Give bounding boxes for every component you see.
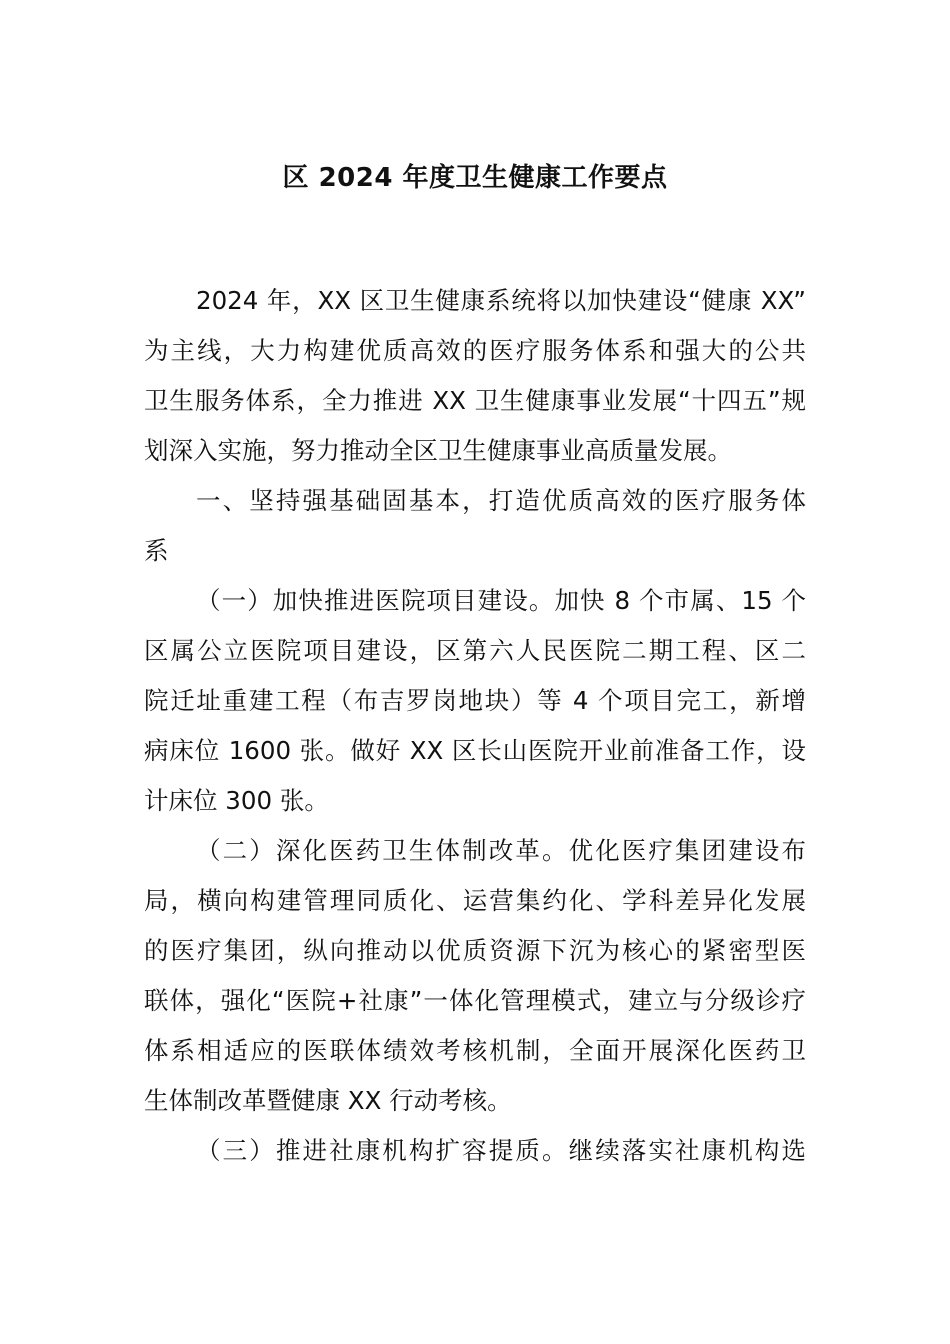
paragraph-line: 卫生服务体系，全力推进 XX 卫生健康事业发展“十四五”规 xyxy=(144,386,806,415)
paragraph-line: 局，横向构建管理同质化、运营集约化、学科差异化发展 xyxy=(144,886,806,915)
paragraph-line: 生体制改革暨健康 XX 行动考核。 xyxy=(144,1086,512,1115)
section-heading-line: 系 xyxy=(144,536,169,565)
paragraph-line: （二）深化医药卫生体制改革。优化医疗集团建设布 xyxy=(196,836,806,865)
paragraph-line: （一）加快推进医院项目建设。加快 8 个市属、15 个 xyxy=(196,586,806,615)
paragraph-line: 病床位 1600 张。做好 XX 区长山医院开业前准备工作，设 xyxy=(144,736,806,765)
paragraph-line: 计床位 300 张。 xyxy=(144,786,329,815)
paragraph-line: 划深入实施，努力推动全区卫生健康事业高质量发展。 xyxy=(144,436,732,465)
paragraph-line: （三）推进社康机构扩容提质。继续落实社康机构选 xyxy=(196,1136,806,1165)
paragraph-line: 2024 年，XX 区卫生健康系统将以加快建设“健康 XX” xyxy=(196,286,806,315)
paragraph-line: 院迁址重建工程（布吉罗岗地块）等 4 个项目完工，新增 xyxy=(144,686,806,715)
document-title: 区 2024 年度卫生健康工作要点 xyxy=(282,163,668,193)
paragraph-line: 为主线，大力构建优质高效的医疗服务体系和强大的公共 xyxy=(144,336,806,365)
paragraph-line: 联体，强化“医院+社康”一体化管理模式，建立与分级诊疗 xyxy=(144,986,806,1015)
paragraph-line: 区属公立医院项目建设，区第六人民医院二期工程、区二 xyxy=(144,636,806,665)
paragraph-line: 的医疗集团，纵向推动以优质资源下沉为核心的紧密型医 xyxy=(144,936,806,965)
paragraph-line: 体系相适应的医联体绩效考核机制，全面开展深化医药卫 xyxy=(144,1036,806,1065)
section-heading-line: 一、坚持强基础固基本，打造优质高效的医疗服务体 xyxy=(196,486,806,515)
